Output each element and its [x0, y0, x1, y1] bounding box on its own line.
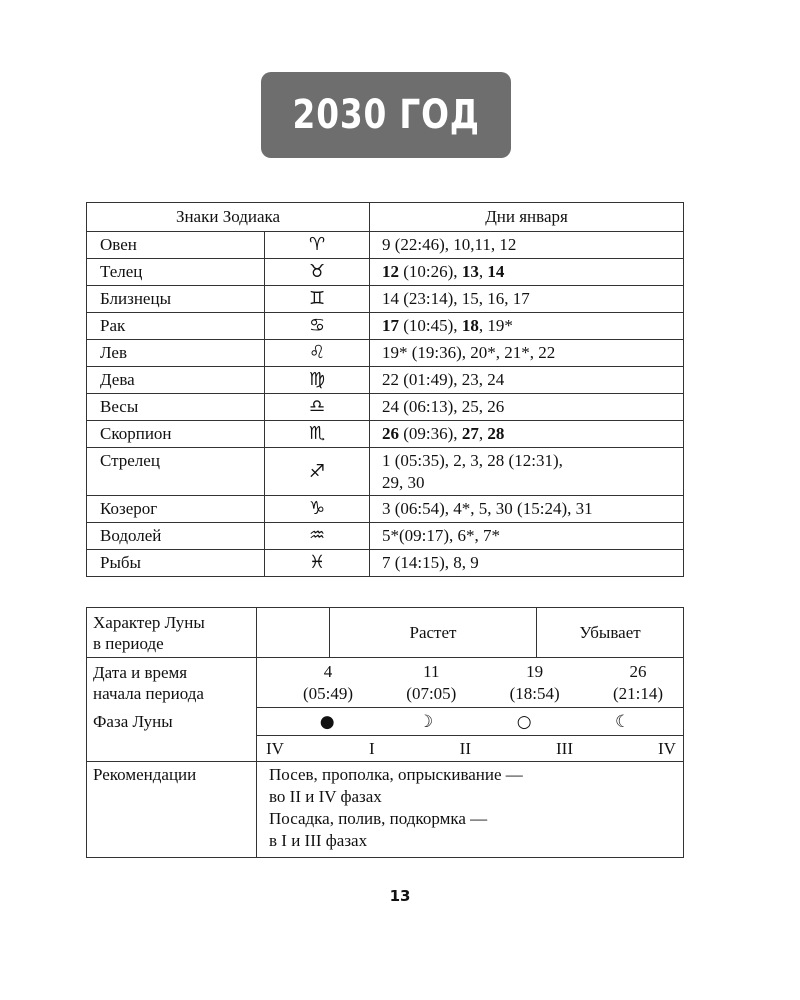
moon-table — [86, 607, 684, 858]
moon-character-label — [87, 608, 257, 658]
phase-roman-4: III — [556, 738, 573, 758]
page-number: 13 — [389, 887, 411, 905]
zodiac-sign-name: Рыбы — [87, 550, 265, 577]
moon-roman-cell — [257, 736, 684, 762]
zodiac-sign-name: Скорпион — [87, 421, 265, 448]
moon-character-label-line2: в периоде — [93, 633, 164, 653]
moon-date-2 — [391, 661, 471, 705]
zodiac-sign-name: Дева — [87, 367, 265, 394]
year-title-box — [261, 72, 511, 158]
moon-dates-row — [258, 661, 682, 705]
zodiac-sign-name: Лев — [87, 340, 265, 367]
moon-phase-icons-cell — [257, 708, 684, 736]
zodiac-sign-name: Стрелец — [87, 448, 265, 496]
zodiac-sign-icon: ♒ — [265, 523, 370, 550]
zodiac-row — [87, 232, 684, 259]
phase-roman-5: IV — [658, 738, 676, 758]
zodiac-row — [87, 367, 684, 394]
recommendation-line-1: Посев, прополка, опрыскивание — — [269, 765, 523, 784]
zodiac-sign-name: Водолей — [87, 523, 265, 550]
moon-date-3-day: 19 — [526, 661, 544, 681]
zodiac-days: 24 (06:13), 25, 26 — [370, 394, 684, 421]
zodiac-days: 14 (23:14), 15, 16, 17 — [370, 286, 684, 313]
zodiac-sign-icon: ♎ — [265, 394, 370, 421]
recommendations-text — [257, 762, 684, 858]
zodiac-sign-icon: ♍ — [265, 367, 370, 394]
zodiac-sign-icon: ♋ — [265, 313, 370, 340]
recommendations-label: Рекомендации — [87, 762, 257, 858]
moon-date-3 — [495, 661, 575, 705]
zodiac-header-signs: Знаки Зодиака — [87, 203, 370, 232]
moon-date-3-time: (18:54) — [509, 683, 560, 703]
phase-roman-1: IV — [266, 738, 284, 758]
zodiac-row — [87, 421, 684, 448]
zodiac-row — [87, 550, 684, 577]
full-moon-icon: ○ — [516, 711, 532, 732]
zodiac-sign-icon: ♐ — [265, 448, 370, 496]
moon-date-4-time: (21:14) — [612, 683, 663, 703]
zodiac-days: 19* (19:36), 20*, 21*, 22 — [370, 340, 684, 367]
moon-date-1-day: 4 — [323, 661, 333, 681]
moon-date-2-day: 11 — [423, 661, 440, 681]
zodiac-days: 7 (14:15), 8, 9 — [370, 550, 684, 577]
zodiac-days: 5*(09:17), 6*, 7* — [370, 523, 684, 550]
last-quarter-moon-icon: ☾ — [615, 711, 631, 732]
moon-date-label — [87, 658, 257, 708]
recommendation-line-2: во II и IV фазах — [269, 787, 382, 806]
zodiac-table-body — [87, 232, 684, 577]
moon-dates-cell — [257, 658, 684, 708]
zodiac-row — [87, 340, 684, 367]
moon-empty-cell — [257, 608, 330, 658]
zodiac-row — [87, 286, 684, 313]
moon-date-label-line2: начала периода — [93, 683, 204, 703]
zodiac-days: 9 (22:46), 10,11, 12 — [370, 232, 684, 259]
zodiac-days: 1 (05:35), 2, 3, 28 (12:31), 29, 30 — [370, 448, 684, 496]
moon-date-4 — [598, 661, 678, 705]
recommendation-line-4: в I и III фазах — [269, 831, 368, 850]
zodiac-row — [87, 448, 684, 496]
moon-date-1-time: (05:49) — [302, 683, 354, 703]
new-moon-icon: ● — [319, 711, 335, 732]
zodiac-header-days: Дни января — [370, 203, 684, 232]
zodiac-sign-icon: ♊ — [265, 286, 370, 313]
zodiac-days: 26 (09:36), 27, 28 — [370, 421, 684, 448]
zodiac-sign-icon: ♏ — [265, 421, 370, 448]
moon-phase-label-spacer — [87, 736, 257, 762]
zodiac-row — [87, 496, 684, 523]
zodiac-row — [87, 259, 684, 286]
zodiac-table — [86, 202, 684, 577]
zodiac-sign-name: Овен — [87, 232, 265, 259]
moon-date-4-day: 26 — [629, 661, 647, 681]
zodiac-sign-icon: ♈ — [265, 232, 370, 259]
moon-date-label-line1: Дата и время — [93, 662, 188, 682]
zodiac-days: 3 (06:54), 4*, 5, 30 (15:24), 31 — [370, 496, 684, 523]
zodiac-sign-icon: ♓ — [265, 550, 370, 577]
zodiac-days: 12 (10:26), 13, 14 — [370, 259, 684, 286]
zodiac-sign-icon: ♑ — [265, 496, 370, 523]
moon-roman-row — [258, 739, 682, 759]
moon-growing: Растет — [330, 608, 537, 658]
moon-date-2-time: (07:05) — [406, 683, 457, 703]
zodiac-sign-name: Близнецы — [87, 286, 265, 313]
moon-date-1 — [288, 661, 368, 705]
zodiac-row — [87, 394, 684, 421]
zodiac-sign-icon: ♌ — [265, 340, 370, 367]
recommendation-line-3: Посадка, полив, подкормка — — [269, 809, 488, 828]
phase-roman-2: I — [368, 738, 375, 758]
first-quarter-moon-icon: ☽ — [418, 711, 434, 732]
moon-character-label-line1: Характер Луны — [93, 612, 205, 632]
moon-phase-icons-row — [258, 712, 682, 732]
zodiac-sign-name: Весы — [87, 394, 265, 421]
zodiac-sign-icon: ♉ — [265, 259, 370, 286]
moon-phase-label: Фаза Луны — [87, 708, 257, 736]
zodiac-row — [87, 523, 684, 550]
moon-waning: Убывает — [537, 608, 684, 658]
zodiac-sign-name: Козерог — [87, 496, 265, 523]
phase-roman-3: II — [459, 738, 471, 758]
zodiac-days: 22 (01:49), 23, 24 — [370, 367, 684, 394]
zodiac-sign-name: Рак — [87, 313, 265, 340]
zodiac-days: 17 (10:45), 18, 19* — [370, 313, 684, 340]
zodiac-row — [87, 313, 684, 340]
zodiac-sign-name: Телец — [87, 259, 265, 286]
year-title: 2030 ГОД — [292, 92, 480, 138]
